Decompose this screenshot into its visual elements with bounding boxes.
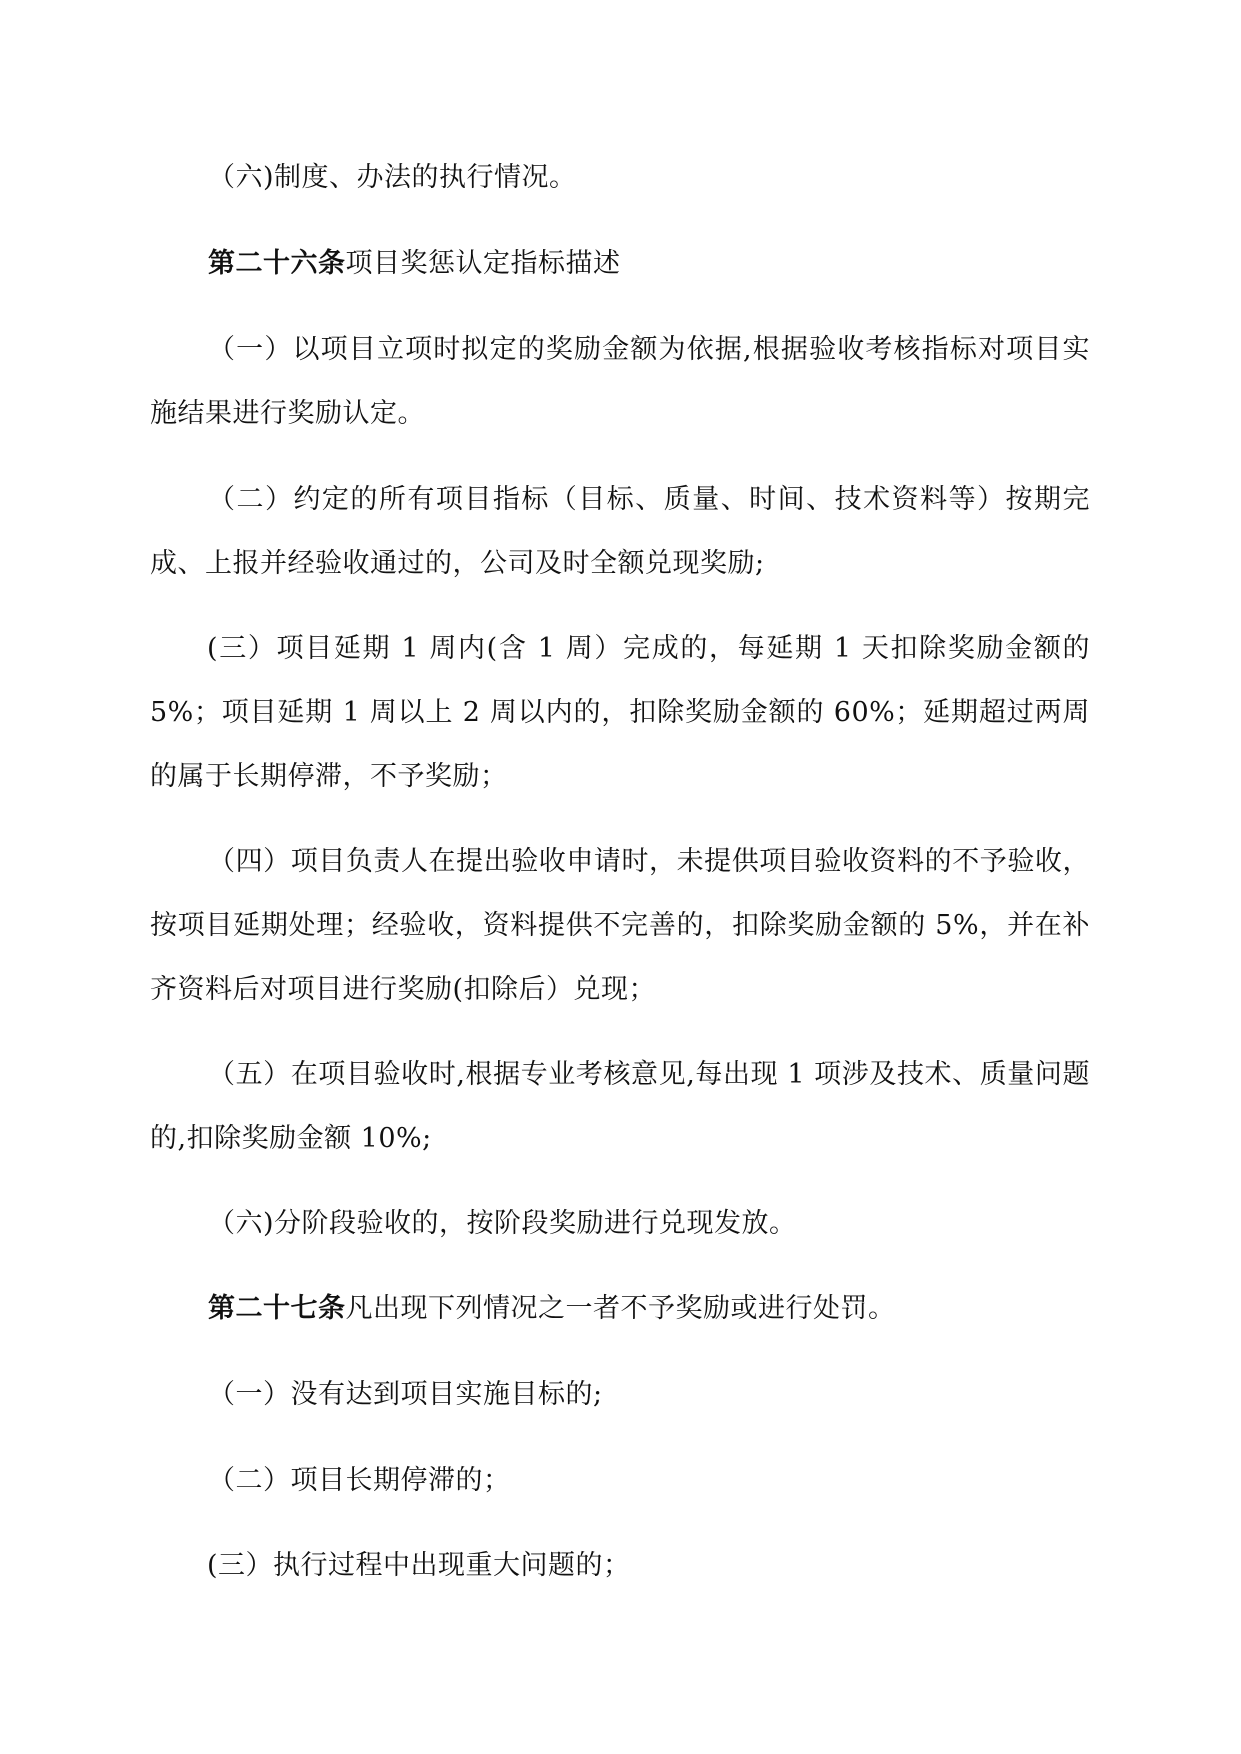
paragraph-text: （一）没有达到项目实施目标的; xyxy=(208,1379,603,1410)
article-27 xyxy=(150,1277,1090,1341)
paragraph-text: （六)分阶段验收的，按阶段奖励进行兑现发放。 xyxy=(208,1208,797,1239)
clause-2 xyxy=(150,468,1090,596)
clause-4 xyxy=(150,830,1090,1022)
paragraph-text: （四）项目负责人在提出验收申请时，未提供项目验收资料的不予验收，按项目延期处理；经验收，资料提供不完善的，扣除奖励金额的 5%，并在补齐资料后对项目进行奖励(扣除后）兑现； xyxy=(150,846,1090,1005)
article-heading: 第二十六条 xyxy=(208,248,346,279)
paragraph-text: （六)制度、办法的执行情况。 xyxy=(208,162,577,193)
article-heading: 第二十七条 xyxy=(208,1293,346,1324)
article-27-clause-1 xyxy=(150,1363,1090,1427)
paragraph-text: (三）执行过程中出现重大问题的； xyxy=(207,1550,631,1581)
article-27-clause-2 xyxy=(150,1449,1090,1513)
paragraph-text: (三）项目延期 1 周内(含 1 周）完成的，每延期 1 天扣除奖励金额的 5%；项目延期 1 周以上 2 周以内的，扣除奖励金额的 60%；延期超过两周的属于长期停滞，不予奖励； xyxy=(150,633,1090,792)
paragraph-6-execution xyxy=(150,146,1090,210)
clause-5 xyxy=(150,1043,1090,1171)
article-27-clause-3 xyxy=(150,1534,1090,1598)
paragraph-text: （五）在项目验收时,根据专业考核意见,每出现 1 项涉及技术、质量问题的,扣除奖励金额 10%; xyxy=(150,1059,1090,1154)
clause-3 xyxy=(150,617,1090,809)
paragraph-text: 凡出现下列情况之一者不予奖励或进行处罚。 xyxy=(345,1293,896,1324)
paragraph-text: 项目奖惩认定指标描述 xyxy=(345,248,621,279)
clause-1 xyxy=(150,318,1090,446)
paragraph-text: （二）项目长期停滞的； xyxy=(208,1465,511,1496)
paragraph-text: （一）以项目立项时拟定的奖励金额为依据,根据验收考核指标对项目实施结果进行奖励认定。 xyxy=(150,334,1090,429)
article-26 xyxy=(150,232,1090,296)
paragraph-text: （二）约定的所有项目指标（目标、质量、时间、技术资料等）按期完成、上报并经验收通过的，公司及时全额兑现奖励; xyxy=(150,484,1090,579)
clause-6 xyxy=(150,1192,1090,1256)
